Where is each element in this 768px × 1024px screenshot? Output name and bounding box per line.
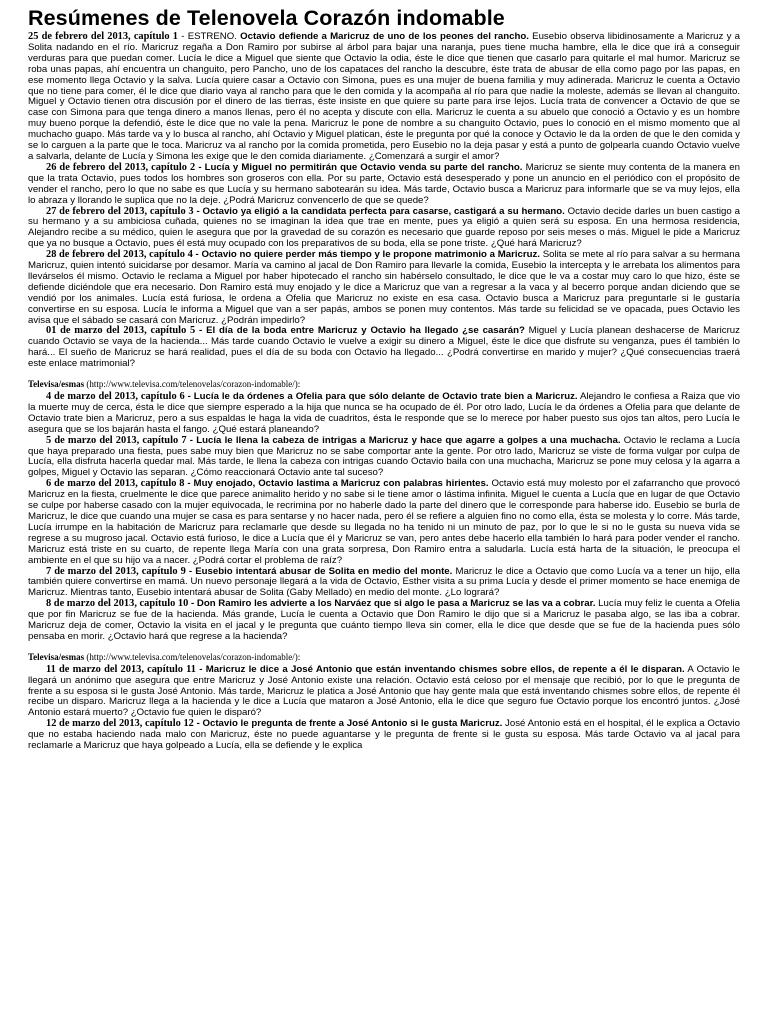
episode-body: Octavio le reclama a Lucía que haya preparado una fiesta, pues sabe muy bien que Maricruz no se sabe comportar ante la gente. Por otro lado, Maricruz se viste de forma vulgar por culpa de Lucía, ella disfruta hacerla quedar mal. Más tarde, le llena la cabeza con intrigas cuando Octavio baila con una muchacha, Maricruz se pone muy celosa y la agarra a golpes, Miguel y Octavio las separan. ¿Cómo reaccionará Octavio ante tal suceso?: [28, 434, 740, 479]
page-title: Resúmenes de Telenovela Corazón indomable: [28, 6, 505, 30]
episode-separator: -: [192, 249, 202, 261]
episode-heading: 8 de marzo del 2013, capítulo 10: [46, 598, 189, 610]
episode-summary: [28, 207, 740, 251]
summary-content: [28, 32, 740, 752]
episode-body: Solita se mete al río para salvar a su hermana Maricruz, quien intentó suicidarse por desamor. María va camino al jacal de Don Ramiro para llevarle la comida, Eusebio la intercepta y le arrebata los alimentos para llevárselos él mismo. Octavio le reclama a Miguel por haber hipotecado el rancho sin habérselo consultado, le dice que le va a costar muy caro lo que hizo, éste se defiende diciéndole que era necesario. Don Ramiro está muy enojado y le dice a Maricruz que van a regresar a la vaca y al becerro porque andan diciendo que se vendió por los animales. Lucía está furiosa, le ordena a Ofelia que Maricruz no existe en esa casa. Octavio busca a Maricruz para preguntarle si le gustaría convertirse en su esposa. Lucía le informa a Miguel que van a ser papás, ambos se ponen muy contentos. Más tarde su felicidad se ve opacada, pues Octavio les avisa que el sábado se casará con Maricruz. ¿Podrán impedirlo?: [28, 249, 740, 326]
episode-separator: - ESTRENO.: [178, 31, 241, 42]
episode-separator: -: [195, 161, 205, 173]
episode-separator: -: [186, 434, 197, 446]
episode-highlight: Lucía le llena la cabeza de intrigas a Maricruz y hace que agarre a golpes a una muchacha.: [196, 434, 621, 446]
episode-highlight: Lucía le da órdenes a Ofelia para que sólo delante de Octavio trate bien a Maricruz.: [193, 391, 578, 402]
episode-highlight: Lucía y Miguel no permitirán que Octavio venda su parte del rancho.: [204, 161, 523, 173]
episode-highlight: Octavio defiende a Maricruz de uno de los peones del rancho.: [240, 31, 529, 42]
episode-separator: -: [185, 565, 196, 577]
episode-heading: 12 de marzo del 2013, capítulo 12: [46, 718, 194, 730]
episode-highlight: Octavio no quiere perder más tiempo y le propone matrimonio a Maricruz.: [201, 249, 540, 261]
episode-summary: [28, 719, 740, 752]
episode-summary: [28, 599, 740, 643]
episode-body: A Octavio le llegará un anónimo que asegura que entre Maricruz y José Antonio existe una relación. Octavio está celoso por el mensaje que recibió, por lo que le pregunta de frente a su esposa si le gusta José Antonio. Más tarde, Maricruz le platica a José Antonio que hay gente mala que está inventando chismes sobre ellos, de repente él recibe un disparo. Maricruz llega a la hacienda y le dice a Lucía que mataron a José Antonio, ella le dice que seguro fue Octavio porque los encontró juntos. ¿José Antonio estará muerto? ¿Octavio fue quien le disparó?: [28, 663, 740, 719]
source-brand: Televisa/esmas: [28, 651, 85, 662]
episode-body: Maricruz le dice a Octavio que como Lucía va a tener un hijo, ella también quiere convertirse en mamá. Un nuevo personaje llegará a la vida de Octavio, Esther visita a su prima Lucía y desde el primer momento se hace enemiga de Maricruz. Mientras tanto, Eusebio intentará abusar de Solita (Gaby Mellado) en medio del monte. ¿Lo logrará?: [28, 565, 740, 599]
episode-separator: -: [195, 325, 207, 337]
episode-body: José Antonio está en el hospital, él le explica a Octavio que no estaba haciendo nada malo con Maricruz, éste no puede aguantarse y le pregunta de frente si le gusta su esposa. Más tarde Octavio va al jacal para reclamarle a Maricruz que haya golpeado a Lucía, ella se defiende y le explica: [28, 718, 740, 752]
episode-heading: 01 de marzo del 2013, capítulo 5: [46, 325, 196, 337]
episode-separator: -: [195, 663, 206, 675]
episode-heading: 25 de febrero del 2013, capítulo 1: [28, 31, 178, 42]
episode-heading: 28 de febrero del 2013, capítulo 4: [46, 249, 193, 261]
episode-body: Alejandro le confiesa a Raiza que vio la muerte muy de cerca, ésta le dice que siempre esperado a la hija que nunca se ha ocupado de él. Por otro lado, Lucía le da órdenes a Ofelia para que delante de Octavio trate bien a Maricruz, pero a sus espaldas le haga la vida de cuadritos, ésta le responde que se lo merece por haber puesto sus ojos tan altos, pero Lucía le asegura que se los bajarán hasta el fango. ¿Qué estará planeando?: [28, 391, 740, 435]
episode-highlight: Eusebio intentará abusar de Solita en medio del monte.: [195, 565, 453, 577]
episode-highlight: El día de la boda entre Maricruz y Octavio ha llegado ¿se casarán?: [206, 325, 525, 337]
episode-heading: 5 de marzo del 2013, capítulo 7: [46, 434, 187, 446]
episode-body: Octavio decide darles un buen castigo a su hermano y a su ambiciosa cuñada, quienes no se imaginan la idea que trae en mente, pues ya eligió a quien será su esposa. En una hermosa residencia, Alejandro recibe a su médico, quien le asegura que por la gravedad de su corazón es necesario que guarde reposo por seis meses o más. Miguel le pide a Maricruz que ya no busque a Octavio, pues él está muy ocupado con los preparativos de su boda, ella se pone triste. ¿Qué hará Maricruz?: [28, 205, 740, 250]
episode-highlight: Maricruz le dice a José Antonio que están inventando chismes sobre ellos, de repente a él le disparan.: [205, 663, 685, 675]
episode-summary: [28, 32, 740, 163]
episode-body: Maricruz se siente muy contenta de la manera en que la trata Octavio, pues todos los hombres son groseros con ella. Por su parte, Octavio está desesperado y pone un anuncio en el periódico con el propósito de vender el rancho, pero lo que no sabe es que Lucía y su hermano sabotearán su idea. Más tarde, Octavio busca a Maricruz para informarle que se va muy lejos, ella lo abraza y llorando le suplica que no la deje. ¿Podrá Maricruz convencerlo de que se quede?: [28, 161, 740, 206]
episode-summary: [28, 392, 740, 436]
episode-heading: 11 de marzo del 2013, capítulo 11: [46, 663, 196, 675]
episode-highlight: Octavio ya eligió a la candidata perfecta para casarse, castigará a su hermano.: [202, 205, 565, 217]
episode-summary: [28, 163, 740, 207]
episode-separator: -: [184, 391, 194, 402]
episode-summary: [28, 326, 740, 370]
source-url: (http://www.televisa.com/telenovelas/corazon-indomable/):: [84, 379, 301, 390]
source-line: [28, 379, 740, 390]
episode-highlight: Muy enojado, Octavio lastima a Maricruz con palabras hirientes.: [193, 478, 489, 490]
episode-body: Miguel y Lucía planean deshacerse de Maricruz cuando Octavio se vaya de la hacienda... Más tarde cuando Octavio le vuelve a exigir su dinero a Miguel, éste le dice que disfrute su venganza, pues él también lo hará... El sueño de Maricruz se hará realidad, pues el día de su boda con Octavio ha llegado... ¿Podrá convertirse en marido y mujer? ¿Qué consecuencias traerá este enlace matrimonial?: [28, 325, 740, 370]
episode-heading: 4 de marzo del 2013, capítulo 6: [46, 391, 185, 402]
source-line: [28, 652, 740, 663]
episode-body: Lucía muy feliz le cuenta a Ofelia que por fin Maricruz se fue de la hacienda. Más grande, Lucía le cuenta a Octavio que Don Ramiro le dijo que si a Maricruz le pasaba algo, se las iba a cobrar. Maricruz deja de comer, Octavio la visita en el jacal y le pregunta que cuánto tiempo lleva sin comer, ella le dice que desde que se fue de la hacienda pues sólo pensaba en morir. ¿Octavio hará que regrese a la hacienda?: [28, 598, 740, 642]
episode-separator: -: [184, 478, 194, 490]
episode-summary: [28, 567, 740, 600]
episode-heading: 27 de febrero del 2013, capítulo 3: [46, 205, 194, 217]
episode-summary: [28, 436, 740, 480]
episode-highlight: Octavio le pregunta de frente a José Antonio si le gusta Maricruz.: [202, 718, 503, 730]
episode-summary: [28, 665, 740, 720]
episode-heading: 6 de marzo del 2013, capítulo 8: [46, 478, 185, 490]
source-brand: Televisa/esmas: [28, 379, 85, 390]
episode-body: Octavio está muy molesto por el zafarrancho que provocó Maricruz en la fiesta, cruelmente le dice que parece animalito herido y no sabe si le tiene amor o lástima infinita. Miguel le cuenta a Lucía que en lugar de que Octavio se culpe por haberse casado con la mujer equivocada, le recrimina por no haberle dado la parte del dinero que le corresponde para haberse ido. Eusebio se burla de Maricruz, le dice que cuando una mujer se casa es para sentarse y no hacer nada, pero él se refiere a alguien fino no como ella, ésta se molesta y lo corre. Más tarde, Lucía irrumpe en la habitación de Maricruz para reclamarle que desde su llegada no ha tenido ni un minuto de paz, por lo que le si no le gusta su nueva vida se regrese a su mugroso jacal. Octavio está furioso, le dice a Lucía que él y Maricruz se van, pero antes debe hacerlo ella también lo hará para poder vender el rancho. Maricruz está triste en su cuarto, de repente llega María con una grata sorpresa, Don Ramiro entra a saludarla. Lucía está harta de la situación, le preocupa el ambiente en el que su hijo va a nacer. ¿Podrá cortar el problema de raíz?: [28, 478, 740, 566]
source-url: (http://www.televisa.com/telenovelas/corazon-indomable/):: [84, 651, 301, 662]
episode-heading: 26 de febrero del 2013, capítulo 2: [46, 161, 196, 173]
episode-summary: [28, 479, 740, 566]
episode-summary: [28, 250, 740, 326]
episode-body: Eusebio observa libidinosamente a Maricruz y a Solita nadando en el río. Maricruz regaña a Don Ramiro por subirse al árbol para bajar una naranja, pues tiene mucha hambre, ella le dice que irá a conseguir verduras para que puedan comer. Lucía le dice a Miguel que siente que Octavio la odia, éste le dice que tienen que casarlo para quitarle el mal humor. Maricruz se roba unas papas, ahí encuentra un changuito, pero Pancho, uno de los capataces del rancho la descubre, éste trata de abusar de ella como pago por las papas, en ese momento llega Octavio y la salva. Lucía quiere casar a Octavio con Simona, pues es una mujer de buena familia y muy adinerada. Maricruz le cuenta a Octavio que no tiene para comer, él le dice que diario vaya al rancho para que le den comida y la acompaña al río para que nadie la moleste, además se llevan al changuito. Miguel y Octavio tienen otra discusión por el dinero de las tierras, éste insiste en que quiere su parte para irse lejos. Lucía trata de convencer a Octavio de que se case con Simona para que tenga dinero a manos llenas, pero él no acepta y discute con ella. Maricruz le cuenta a su abuelo que conoció a Octavio y es un hombre muy bueno porque la defendió, éste le dice que no vale la pena. Maricruz le pone de nombre a su changuito Octavio, pues lo conoció en el mismo momento que al muchacho guapo. Más tarde va y lo busca al rancho, ahí Octavio y Miguel platican, éste le pregunta por qué la conoce y Octavio le da la orden de que le den comida y se lo carguen a la parte que le toca. Maricruz va al rancho por la comida prometida, pero Eusebio no la deja pasar y está a punto de golpearla cuando Octavio vuelve a salvarla, delante de Lucía y Simona les exige que le den comida diariamente. ¿Comenzará a surgir el amor?: [28, 31, 740, 162]
episode-separator: -: [193, 718, 203, 730]
episode-highlight: Don Ramiro les advierte a los Narváez que si algo le pasa a Maricruz se las va a cobrar.: [196, 598, 596, 610]
episode-separator: -: [193, 205, 203, 217]
episode-separator: -: [188, 598, 197, 610]
episode-heading: 7 de marzo del 2013, capítulo 9: [46, 565, 186, 577]
